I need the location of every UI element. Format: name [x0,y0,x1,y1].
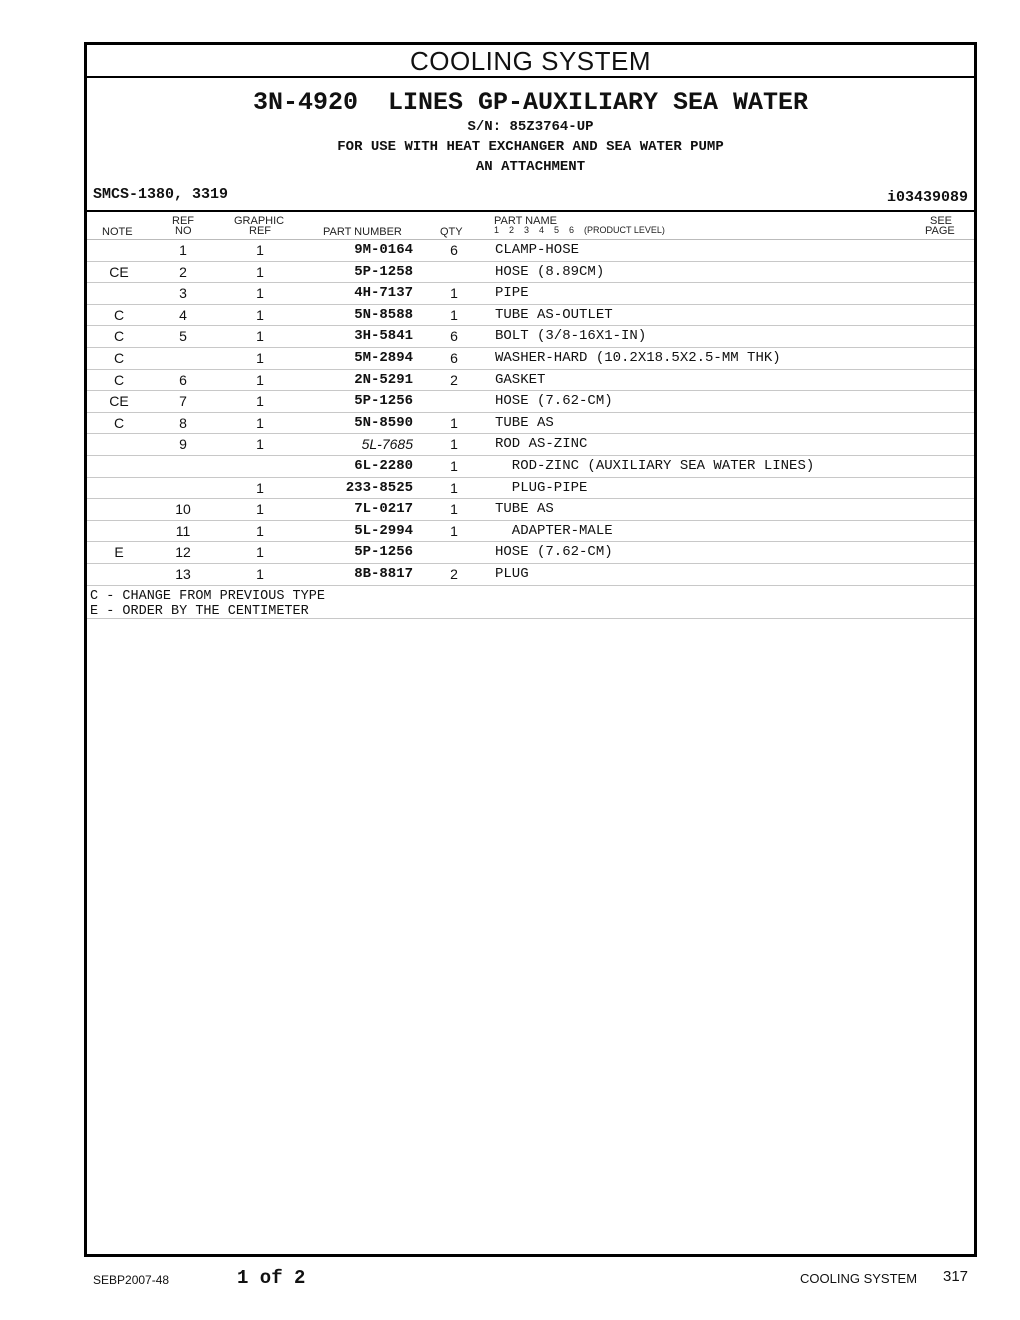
section-title: COOLING SYSTEM [87,45,974,78]
row-qty: 6 [450,242,458,258]
table-row [87,456,974,478]
row-part-name: HOSE (8.89CM) [495,263,605,280]
table-row [87,262,974,284]
table-row [87,499,974,521]
row-qty: 1 [450,501,458,518]
note-line: E - ORDER BY THE CENTIMETER [90,603,309,619]
row-ref-no: 5 [179,328,187,345]
col-see-page-1: SEE [930,215,953,227]
row-qty: 1 [450,457,458,474]
col-part-name: PART NAME [494,215,557,227]
row-graphic-ref: 1 [256,285,264,302]
table-row [87,326,974,348]
table-row [87,521,974,543]
row-graphic-ref: 1 [256,371,264,388]
col-graphic-ref-2: REF [249,225,271,237]
row-graphic-ref: 1 [256,306,264,323]
smcs-code: SMCS-1380, 3319 [93,186,229,203]
col-see-page-2: PAGE [925,225,955,237]
row-graphic-ref: 1 [256,414,264,431]
footer-section: COOLING SYSTEM [800,1271,918,1286]
row-part-number: 8B-8817 [354,565,413,582]
row-part-name: PLUG [495,565,529,582]
row-part-name: CLAMP-HOSE [495,242,580,258]
row-graphic-ref: 1 [256,349,264,366]
row-note: CE [109,393,129,410]
row-part-name: PIPE [495,285,529,302]
row-part-name: GASKET [495,371,546,388]
row-part-name: HOSE (7.62-CM) [495,544,613,561]
table-row [87,564,974,586]
col-product-level: 1 2 3 4 5 6 (PRODUCT LEVEL) [494,225,665,235]
row-part-number: 4H-7137 [354,285,413,302]
col-qty: QTY [440,226,463,238]
col-note: NOTE [102,226,133,238]
row-note: CE [109,263,129,280]
row-ref-no: 4 [179,306,187,323]
table-row [87,434,974,456]
group-header [87,78,974,210]
table-row [87,370,974,392]
row-qty: 1 [450,522,458,539]
group-title: 3N-4920 LINES GP-AUXILIARY SEA WATER [252,88,809,117]
row-ref-no: 11 [175,522,191,539]
row-graphic-ref: 1 [256,242,264,258]
row-note: C [113,328,125,345]
row-part-name: TUBE AS [495,414,554,431]
table-row [87,478,974,500]
row-qty: 2 [450,371,458,388]
row-graphic-ref: 1 [256,522,264,539]
row-qty: 1 [450,285,458,302]
table-row [87,391,974,413]
row-part-number: 7L-0217 [354,501,413,518]
row-note: C [113,414,125,431]
col-part-number: PART NUMBER [323,226,402,238]
row-qty: 1 [450,479,458,496]
row-ref-no: 8 [179,414,187,431]
row-part-number: 5P-1256 [354,393,413,410]
row-qty: 1 [450,414,458,431]
row-qty: 6 [450,328,458,345]
row-part-number: 9M-0164 [354,242,413,258]
row-graphic-ref: 1 [256,393,264,410]
row-part-number: 5M-2894 [354,349,413,366]
footer-doc-id: SEBP2007-48 [93,1273,170,1287]
table-row [87,542,974,564]
row-part-name: HOSE (7.62-CM) [495,393,613,410]
row-part-number: 5P-1258 [354,263,413,280]
row-part-number: 233-8525 [345,479,413,496]
page-footer [0,1262,1020,1302]
row-part-number: 6L-2280 [354,457,413,474]
row-ref-no: 7 [179,393,187,410]
row-part-name: ROD-ZINC (AUXILIARY SEA WATER LINES) [495,457,815,474]
row-note: E [114,544,124,561]
row-part-number: 3H-5841 [354,328,413,345]
serial-number: S/N: 85Z3764-UP [467,119,594,135]
table-row [87,283,974,305]
row-ref-no: 10 [175,501,191,518]
row-note: C [113,349,125,366]
row-part-name: WASHER-HARD (10.2X18.5X2.5-MM THK) [495,349,781,366]
attachment-note: AN ATTACHMENT [475,159,586,175]
table-row [87,348,974,370]
footer-page-of: 1 of 2 [237,1267,306,1289]
note-line: C - CHANGE FROM PREVIOUS TYPE [90,588,325,604]
page-frame [84,42,977,1257]
row-part-number: 5N-8588 [354,306,413,323]
row-part-name: ROD AS-ZINC [495,436,588,453]
row-qty: 1 [450,436,458,453]
table-row [87,305,974,327]
row-part-name: TUBE AS-OUTLET [495,306,613,323]
row-graphic-ref: 1 [256,436,264,453]
row-part-name: PLUG-PIPE [495,479,588,496]
row-ref-no: 13 [175,565,191,582]
row-graphic-ref: 1 [256,544,264,561]
row-ref-no: 2 [179,263,187,280]
row-note: C [113,371,125,388]
row-part-name: BOLT (3/8-16X1-IN) [495,328,647,345]
row-part-number: 5P-1256 [354,544,413,561]
row-part-name: TUBE AS [495,501,554,518]
notes-legend [87,586,974,619]
usage-note: FOR USE WITH HEAT EXCHANGER AND SEA WATER PUMP [337,139,724,155]
row-graphic-ref: 1 [256,565,264,582]
row-part-number: 5L-7685 [361,436,413,453]
row-part-name: ADAPTER-MALE [495,522,613,539]
parts-list [87,240,974,586]
row-part-number: 2N-5291 [354,371,413,388]
row-graphic-ref: 1 [256,501,264,518]
row-qty: 6 [450,349,458,366]
row-ref-no: 12 [175,544,191,561]
col-graphic-ref-1: GRAPHIC [234,215,285,227]
column-header [87,210,974,240]
row-qty: 2 [450,565,458,582]
row-graphic-ref: 1 [256,479,264,496]
row-ref-no: 6 [179,371,187,388]
col-ref-1: REF [172,215,194,227]
col-ref-2: NO [175,225,192,237]
row-qty: 1 [450,306,458,323]
row-part-number: 5N-8590 [354,414,413,431]
footer-page-number: 317 [943,1268,969,1285]
row-note: C [113,306,125,323]
table-row [87,413,974,435]
row-ref-no: 3 [179,285,187,302]
row-ref-no: 1 [179,242,187,258]
row-graphic-ref: 1 [256,328,264,345]
illustration-id: i03439089 [886,189,968,206]
row-ref-no: 9 [179,436,187,453]
table-row [87,240,974,262]
row-part-number: 5L-2994 [354,522,413,539]
row-graphic-ref: 1 [256,263,264,280]
